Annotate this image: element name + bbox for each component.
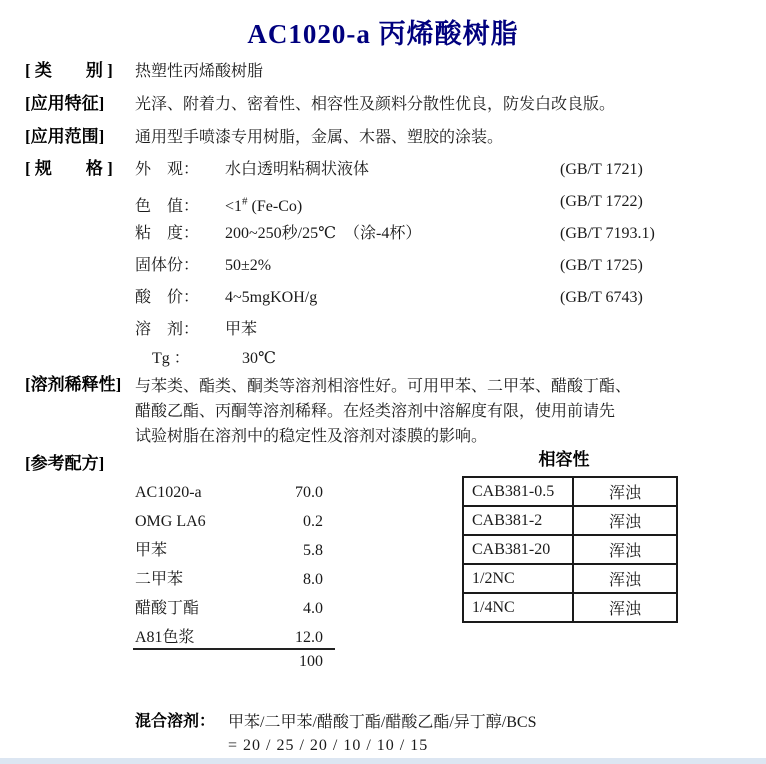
formula-item-value: 12.0 xyxy=(295,629,323,646)
table-row xyxy=(463,564,677,593)
scope-value: 通用型手喷漆专用树脂，金属、木器、塑胶的涂装。 xyxy=(135,129,504,146)
formula-sum-divider xyxy=(133,648,335,650)
formula-total: 100 xyxy=(299,653,323,670)
spec-value: 50±2% xyxy=(225,257,272,274)
compat-cell-name: CAB381-20 xyxy=(463,535,573,564)
dilution-line: 醋酸乙酯、丙酮等溶剂稀释。在烃类溶剂中溶解度有限，使用前请先 xyxy=(135,403,616,420)
formula-item-value: 70.0 xyxy=(295,484,323,501)
compat-cell-result: 浑浊 xyxy=(573,535,677,564)
table-row xyxy=(463,593,677,622)
formula-item xyxy=(135,539,335,568)
spec-value: 甲苯 xyxy=(225,321,258,338)
superscript-hash: # xyxy=(242,196,248,208)
page-title: AC1020-a 丙烯酸树脂 xyxy=(247,19,519,49)
dilution-line: 与苯类、酯类、酮类等溶剂相溶性好。可用甲苯、二甲苯、醋酸丁酯、 xyxy=(135,378,632,395)
spec-value: 30℃ xyxy=(242,350,276,367)
scope-label: [应用范围] xyxy=(25,127,105,146)
compatibility-table xyxy=(462,476,678,623)
mixed-solvent-value: 甲苯/二甲苯/醋酸丁酯/醋酸乙酯/异丁醇/BCS xyxy=(228,714,537,731)
formula-label: [参考配方] xyxy=(25,454,105,473)
table-row xyxy=(463,506,677,535)
formula-item-value: 0.2 xyxy=(303,513,323,530)
spec-standard: (GB/T 6743) xyxy=(560,289,643,306)
spec-standard: (GB/T 1721) xyxy=(560,161,643,178)
formula-item xyxy=(135,510,335,539)
compat-cell-result: 浑浊 xyxy=(573,506,677,535)
compat-cell-result: 浑浊 xyxy=(573,593,677,622)
spec-name: 固体份： xyxy=(135,257,200,274)
formula-item-name: 甲苯 xyxy=(135,542,168,559)
formula-item-value: 5.8 xyxy=(303,542,323,559)
spec-name: Tg ： xyxy=(152,350,190,367)
formula-item xyxy=(135,597,335,626)
spec-name: 溶 剂： xyxy=(135,321,200,338)
formula-list xyxy=(135,481,335,655)
mixed-solvent-ratio: = 20 / 25 / 20 / 10 / 10 / 15 xyxy=(228,737,429,754)
compat-cell-name: 1/4NC xyxy=(463,593,573,622)
category-value: 热塑性丙烯酸树脂 xyxy=(135,63,264,80)
spec-standard: (GB/T 1722) xyxy=(560,193,643,210)
dilution-line: 试验树脂在溶剂中的稳定性及溶剂对漆膜的影响。 xyxy=(135,428,488,445)
spec-name: 色 值： xyxy=(135,198,200,216)
table-row xyxy=(463,477,677,506)
spec-label: [ 规 格 ] xyxy=(25,159,113,178)
compat-cell-name: CAB381-0.5 xyxy=(463,477,573,506)
compat-cell-name: 1/2NC xyxy=(463,564,573,593)
dilution-text xyxy=(135,374,631,449)
formula-item-value: 4.0 xyxy=(303,600,323,617)
formula-item xyxy=(135,626,335,655)
spec-name: 粘 度： xyxy=(135,225,200,242)
formula-item-name: AC1020-a xyxy=(135,484,202,501)
formula-item-name: OMG LA6 xyxy=(135,513,206,530)
features-label: [应用特征] xyxy=(25,94,105,113)
spec-name: 酸 价： xyxy=(135,289,200,306)
spec-value: <1# (Fe-Co) xyxy=(225,196,303,216)
features-value: 光泽、附着力、密着性、相容性及颜料分散性优良，防发白改良版。 xyxy=(135,96,616,113)
category-label: [ 类 别 ] xyxy=(25,61,113,80)
formula-item-value: 8.0 xyxy=(303,571,323,588)
compat-cell-result: 浑浊 xyxy=(573,477,677,506)
mixed-solvent-label: 混合溶剂： xyxy=(135,713,216,730)
spec-value: 200~250秒/25℃ （涂-4杯） xyxy=(225,225,422,242)
spec-name: 外 观： xyxy=(135,161,200,178)
dilution-label: [溶剂稀释性] xyxy=(25,375,122,394)
page-bottom-divider xyxy=(0,758,766,764)
formula-item-name: 醋酸丁酯 xyxy=(135,600,200,617)
formula-item-name: A81色浆 xyxy=(135,629,195,646)
spec-value: 水白透明粘稠状液体 xyxy=(225,161,370,178)
compatibility-title: 相容性 xyxy=(538,450,590,469)
formula-item xyxy=(135,481,335,510)
spec-standard: (GB/T 1725) xyxy=(560,257,643,274)
table-row xyxy=(463,535,677,564)
formula-item-name: 二甲苯 xyxy=(135,571,184,588)
formula-item xyxy=(135,568,335,597)
spec-standard: (GB/T 7193.1) xyxy=(560,225,655,242)
compat-cell-name: CAB381-2 xyxy=(463,506,573,535)
compat-cell-result: 浑浊 xyxy=(573,564,677,593)
spec-value: 4~5mgKOH/g xyxy=(225,289,318,306)
